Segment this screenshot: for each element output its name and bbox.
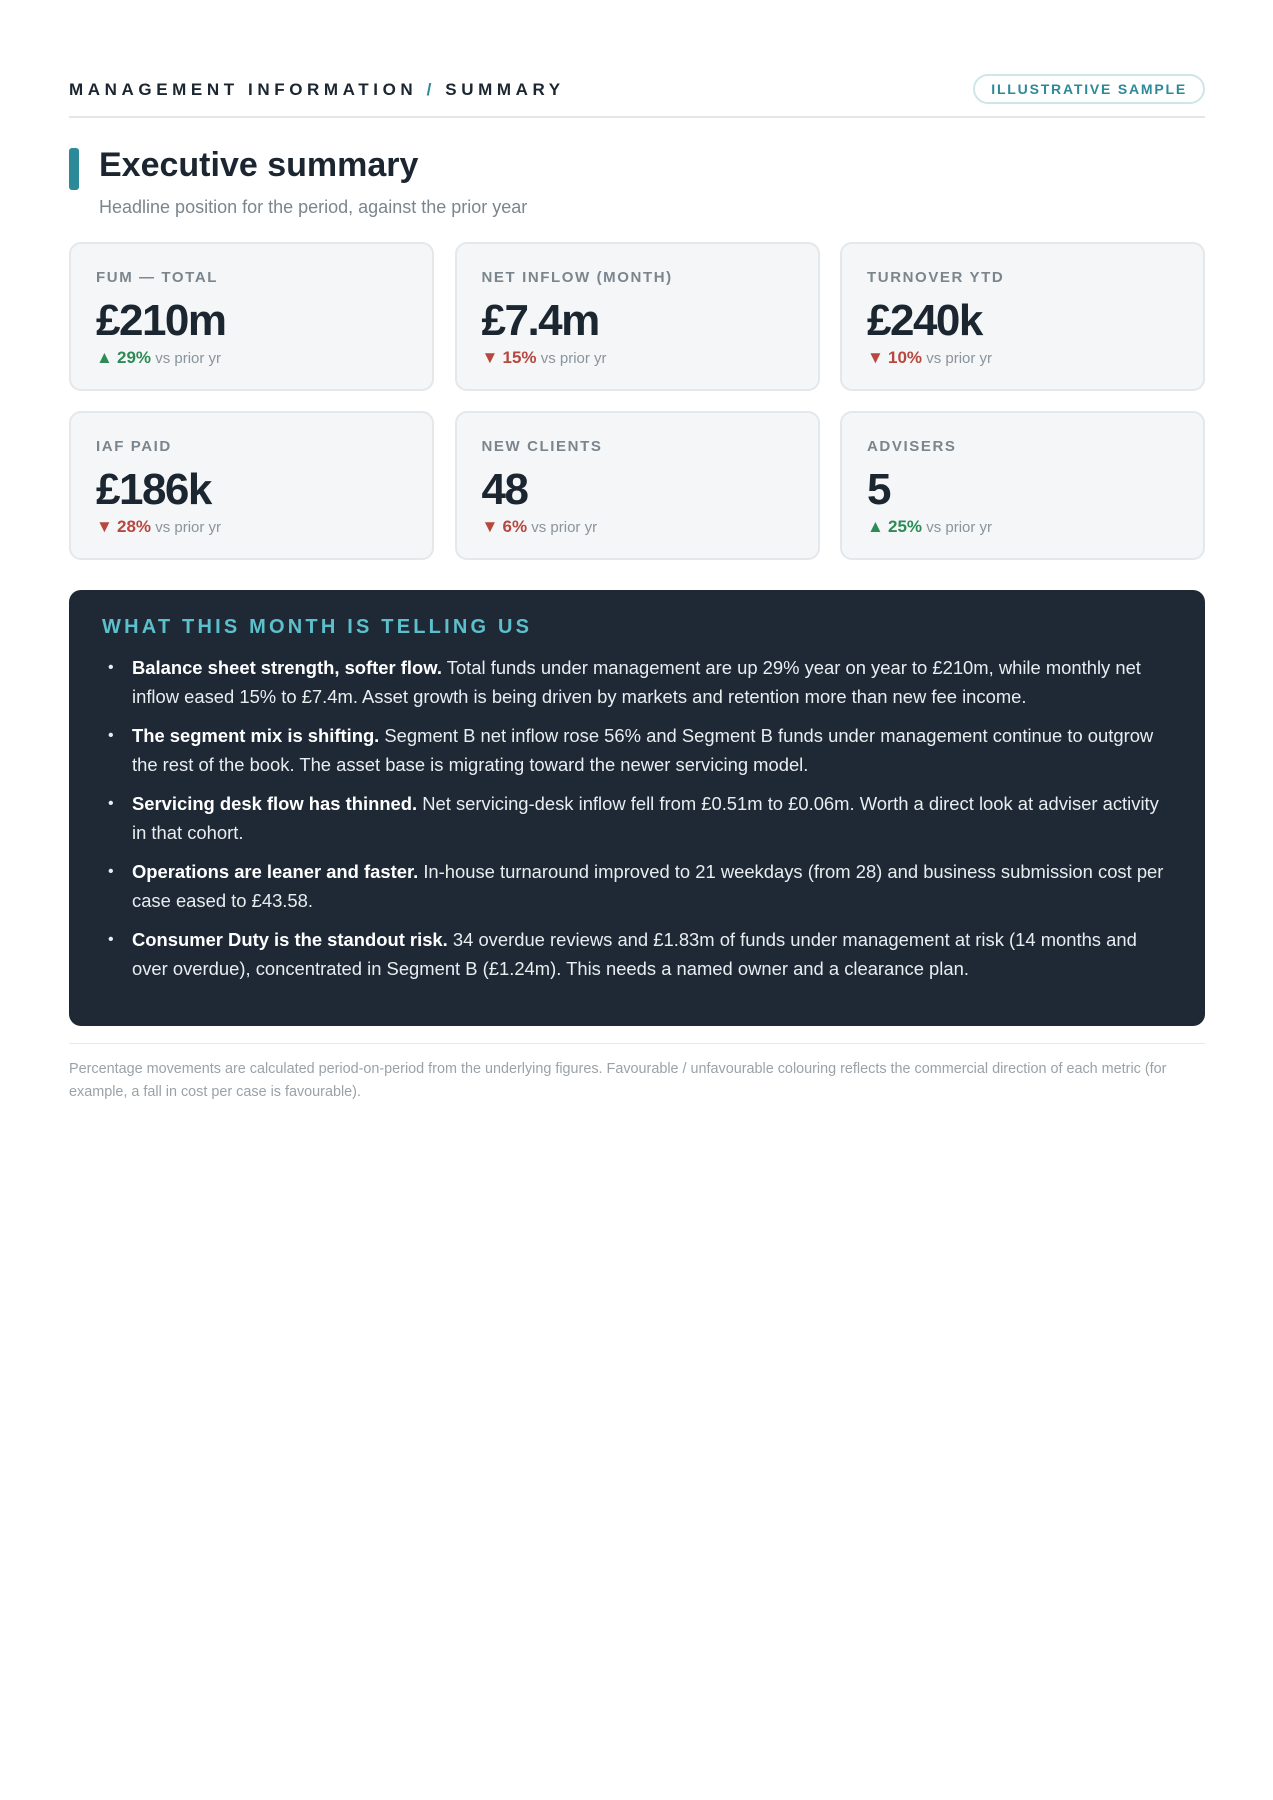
- kpi-label: NET INFLOW (MONTH): [481, 269, 673, 286]
- kpi-label: ADVISERS: [867, 438, 957, 455]
- kpi-card-advisers: [840, 411, 1205, 560]
- arrow-up-icon: ▲: [96, 348, 113, 367]
- insight-text: Total funds under management are up 29% year on year to £210m, while monthly net inflow eased 15% to £7.4m. Asset growth is being driven by markets and retention more than new fee income.: [132, 657, 1141, 707]
- kpi-label: FUM — TOTAL: [96, 269, 219, 286]
- page-header: [69, 72, 1205, 118]
- kpi-delta-percent: 28%: [117, 517, 152, 536]
- kpi-card-fum-total: [69, 242, 434, 391]
- kpi-delta: [867, 517, 992, 537]
- title-accent-bar: [69, 148, 79, 190]
- insight-text: In-house turnaround improved to 21 weekdays (from 28) and business submission cost per case eased to £43.58.: [132, 861, 1164, 911]
- kpi-delta: [96, 517, 221, 537]
- kpi-card-new-clients: [455, 411, 820, 560]
- insights-list: [102, 653, 1172, 983]
- kpi-label: IAF PAID: [96, 438, 172, 455]
- kpi-delta-percent: 15%: [502, 348, 537, 367]
- insight-text: 34 overdue reviews and £1.83m of funds under management at risk (14 months and over overdue), concentrated in Segment B (£1.24m). This needs a named owner and a clearance plan.: [132, 929, 1137, 979]
- kpi-card-net-inflow: [455, 242, 820, 391]
- insight-lead: The segment mix is shifting.: [132, 725, 380, 746]
- insight-lead: Servicing desk flow has thinned.: [132, 793, 418, 814]
- kpi-delta-suffix: vs prior yr: [155, 519, 222, 536]
- sample-badge: ILLUSTRATIVE SAMPLE: [973, 74, 1205, 104]
- kpi-delta-suffix: vs prior yr: [155, 350, 222, 367]
- insights-panel: [69, 590, 1205, 1026]
- arrow-down-icon: ▼: [481, 348, 499, 367]
- bullet-icon: •: [108, 659, 114, 676]
- page-subtitle: Headline position for the period, against the prior year: [99, 197, 528, 217]
- kpi-delta-suffix: vs prior yr: [540, 350, 607, 367]
- kpi-delta-percent: 29%: [117, 348, 152, 367]
- kpi-card-iaf-paid: [69, 411, 434, 560]
- insight-item: [102, 789, 1172, 847]
- kpi-grid: [69, 242, 1205, 560]
- section-breadcrumb: [69, 80, 565, 100]
- kpi-label: TURNOVER YTD: [867, 269, 1005, 286]
- kpi-value: 48: [481, 465, 528, 514]
- kpi-delta-percent: 6%: [502, 517, 528, 536]
- kpi-card-turnover-ytd: [840, 242, 1205, 391]
- kpi-delta-suffix: vs prior yr: [531, 519, 598, 536]
- bullet-icon: •: [108, 795, 114, 812]
- page-title: Executive summary: [99, 146, 419, 184]
- insight-text: Segment B net inflow rose 56% and Segment B funds under management continue to outgrow the rest of the book. The asset base is migrating toward the newer servicing model.: [132, 725, 1154, 775]
- bullet-icon: •: [108, 863, 114, 880]
- kpi-delta: [867, 348, 992, 368]
- insights-title: WHAT THIS MONTH IS TELLING US: [102, 616, 533, 638]
- insight-item: [102, 653, 1172, 711]
- kpi-delta-suffix: vs prior yr: [926, 519, 993, 536]
- arrow-down-icon: ▼: [867, 348, 884, 367]
- kpi-delta-suffix: vs prior yr: [926, 350, 993, 367]
- breadcrumb-section: MANAGEMENT INFORMATION: [69, 80, 418, 99]
- kpi-delta: [482, 348, 607, 368]
- kpi-value: £240k: [867, 296, 982, 345]
- kpi-value: £7.4m: [481, 296, 599, 345]
- bullet-icon: •: [108, 931, 114, 948]
- kpi-delta: [96, 348, 221, 368]
- kpi-value: £210m: [96, 296, 226, 345]
- title-block: [69, 148, 1205, 228]
- kpi-value: £186k: [96, 465, 211, 514]
- insight-lead: Operations are leaner and faster.: [132, 861, 419, 882]
- arrow-down-icon: ▼: [481, 517, 499, 536]
- insight-lead: Balance sheet strength, softer flow.: [132, 657, 442, 678]
- arrow-down-icon: ▼: [96, 517, 113, 536]
- bullet-icon: •: [108, 727, 114, 744]
- kpi-delta: [482, 517, 598, 537]
- insight-item: [102, 721, 1172, 779]
- insight-item: [102, 925, 1172, 983]
- insight-item: [102, 857, 1172, 915]
- kpi-value: 5: [867, 465, 890, 514]
- insight-text: Net servicing-desk inflow fell from £0.51m to £0.06m. Worth a direct look at adviser activity in that cohort.: [132, 793, 1159, 843]
- insight-lead: Consumer Duty is the standout risk.: [132, 929, 448, 950]
- breadcrumb-page: SUMMARY: [445, 80, 565, 99]
- kpi-label: NEW CLIENTS: [481, 438, 603, 455]
- kpi-delta-percent: 10%: [888, 348, 923, 367]
- footnote: Percentage movements are calculated period-on-period from the underlying figures. Favourable / unfavourable colouring reflects the commercial direction of each metric (for example, a fall in cost per case is favourable).: [69, 1043, 1205, 1104]
- kpi-delta-percent: 25%: [888, 517, 923, 536]
- arrow-up-icon: ▲: [867, 517, 884, 536]
- breadcrumb-separator: /: [426, 80, 436, 99]
